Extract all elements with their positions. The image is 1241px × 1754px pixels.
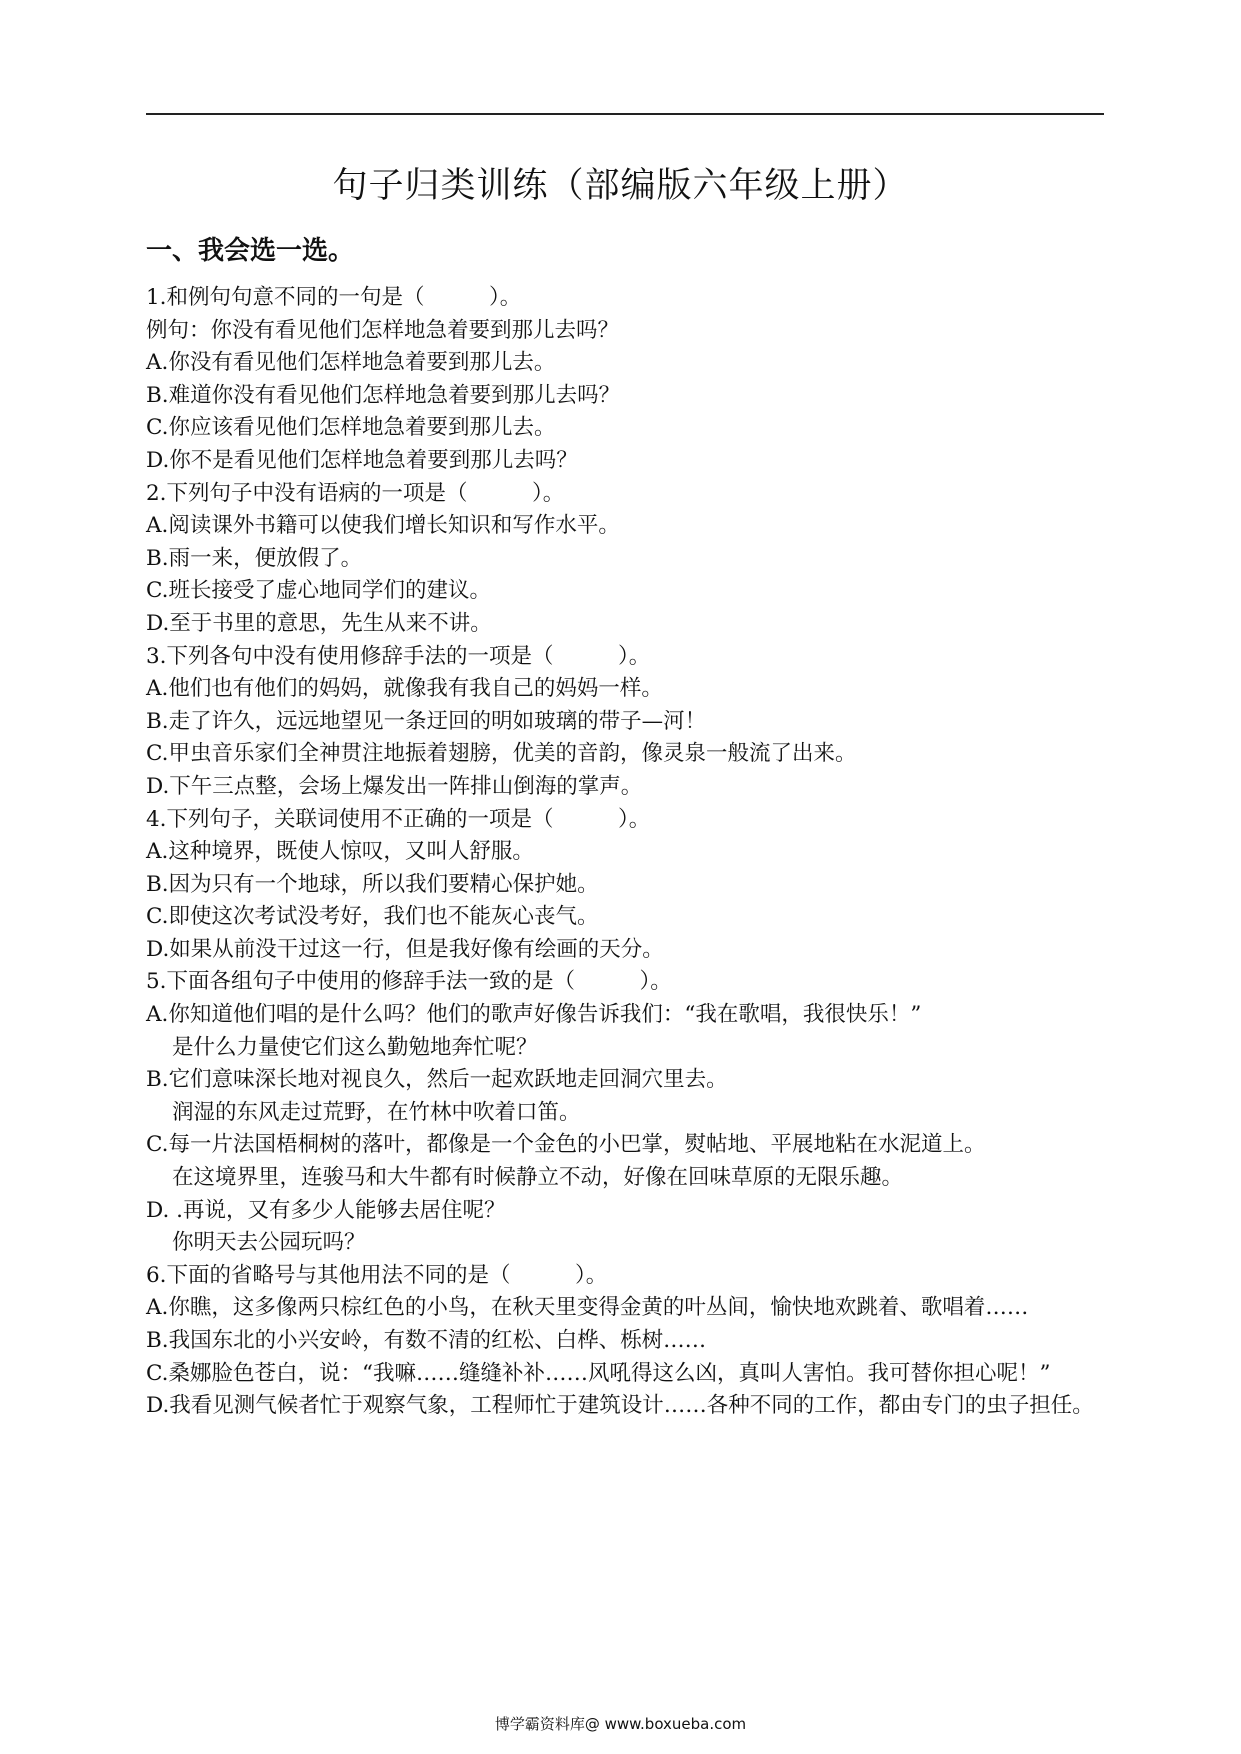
question-2-option-a: A.阅读课外书籍可以使我们增长知识和写作水平。 [146,513,620,539]
question-4-option-b: B.因为只有一个地球，所以我们要精心保护她。 [146,871,599,897]
question-5-stem: 5.下面各组句子中使用的修辞手法一致的是（ ）。 [146,969,672,995]
question-6-stem: 6.下面的省略号与其他用法不同的是（ ）。 [146,1262,608,1288]
question-5-option-b-line-2: 润湿的东风走过荒野，在竹林中吹着口笛。 [172,1099,581,1125]
question-3-option-d: D.下午三点整，会场上爆发出一阵排山倒海的掌声。 [146,773,643,799]
question-2-option-b: B.雨一来，便放假了。 [146,545,363,571]
question-1-stem: 1.和例句句意不同的一句是（ ）。 [146,285,522,310]
footer-watermark: 博学霸资料库@ www.boxueba.com [494,1715,747,1733]
question-5-option-d-line-1: D. .再说，又有多少人能够去居住呢？ [146,1197,506,1223]
question-5-option-a-line-1: A.你知道他们唱的是什么吗？他们的歌声好像告诉我们：“我在歌唱，我很快乐！” [146,1002,922,1028]
header-rule [146,113,1104,115]
question-5-option-b-line-1: B.它们意味深长地对视良久，然后一起欢跃地走回洞穴里去。 [146,1067,728,1093]
question-4-option-d: D.如果从前没干过这一行，但是我好像有绘画的天分。 [146,936,664,962]
question-4-option-c: C.即使这次考试没考好，我们也不能灰心丧气。 [146,904,599,930]
question-2-option-d: D.至于书里的意思，先生从来不讲。 [146,610,492,636]
question-6-option-a: A.你瞧，这多像两只棕红色的小鸟，在秋天里变得金黄的叶丛间，愉快地欢跳着、歌唱着…… [146,1295,1029,1321]
question-1-option-a: A.你没有看见他们怎样地急着要到那儿去。 [146,350,556,376]
question-3-option-c: C.甲虫音乐家们全神贯注地振着翅膀，优美的音韵，像灵泉一般流了出来。 [146,741,857,767]
question-6-option-b: B.我国东北的小兴安岭，有数不清的红松、白桦、栎树…… [146,1328,707,1353]
question-4-stem: 4.下列句子，关联词使用不正确的一项是（ ）。 [146,806,651,832]
question-1-option-b: B.难道你没有看见他们怎样地急着要到那儿去吗？ [146,382,621,408]
question-3-option-b: B.走了许久，远远地望见一条迂回的明如玻璃的带子—河！ [146,708,707,734]
question-1-option-d: D.你不是看见他们怎样地急着要到那儿去吗？ [146,447,578,473]
question-6-option-d: D.我看见测气候者忙于观察气象，工程师忙于建筑设计……各种不同的工作，都由专门的虫子担任。 [146,1393,1094,1419]
question-5-option-c-line-2: 在这境界里，连骏马和大牛都有时候静立不动，好像在回味草原的无限乐趣。 [172,1165,904,1191]
question-list [146,282,1106,1423]
section-heading: 一、我会选一选。 [146,236,355,266]
question-3-option-a: A.他们也有他们的妈妈，就像我有我自己的妈妈一样。 [146,676,663,702]
question-1-option-c: C.你应该看见他们怎样地急着要到那儿去。 [146,415,556,441]
question-3-stem: 3.下列各句中没有使用修辞手法的一项是（ ）。 [146,643,651,669]
question-2-option-c: C.班长接受了虚心地同学们的建议。 [146,578,492,604]
question-1-example: 例句：你没有看见他们怎样地急着要到那儿去吗？ [146,317,620,343]
question-4-option-a: A.这种境界，既使人惊叹，又叫人舒服。 [146,839,534,865]
question-5-option-c-line-1: C.每一片法国梧桐树的落叶，都像是一个金色的小巴掌，熨帖地、平展地粘在水泥道上。 [146,1132,986,1158]
question-6-option-c: C.桑娜脸色苍白，说：“我嘛……缝缝补补……风吼得这么凶，真叫人害怕。我可替你担心呢！” [146,1360,1051,1386]
question-5-option-a-line-2: 是什么力量使它们这么勤勉地奔忙呢？ [172,1034,538,1060]
page-title: 句子归类训练（部编版六年级上册） [332,166,909,206]
question-2-stem: 2.下列句子中没有语病的一项是（ ）。 [146,480,565,506]
question-5-option-d-line-2: 你明天去公园玩吗？ [172,1230,366,1256]
